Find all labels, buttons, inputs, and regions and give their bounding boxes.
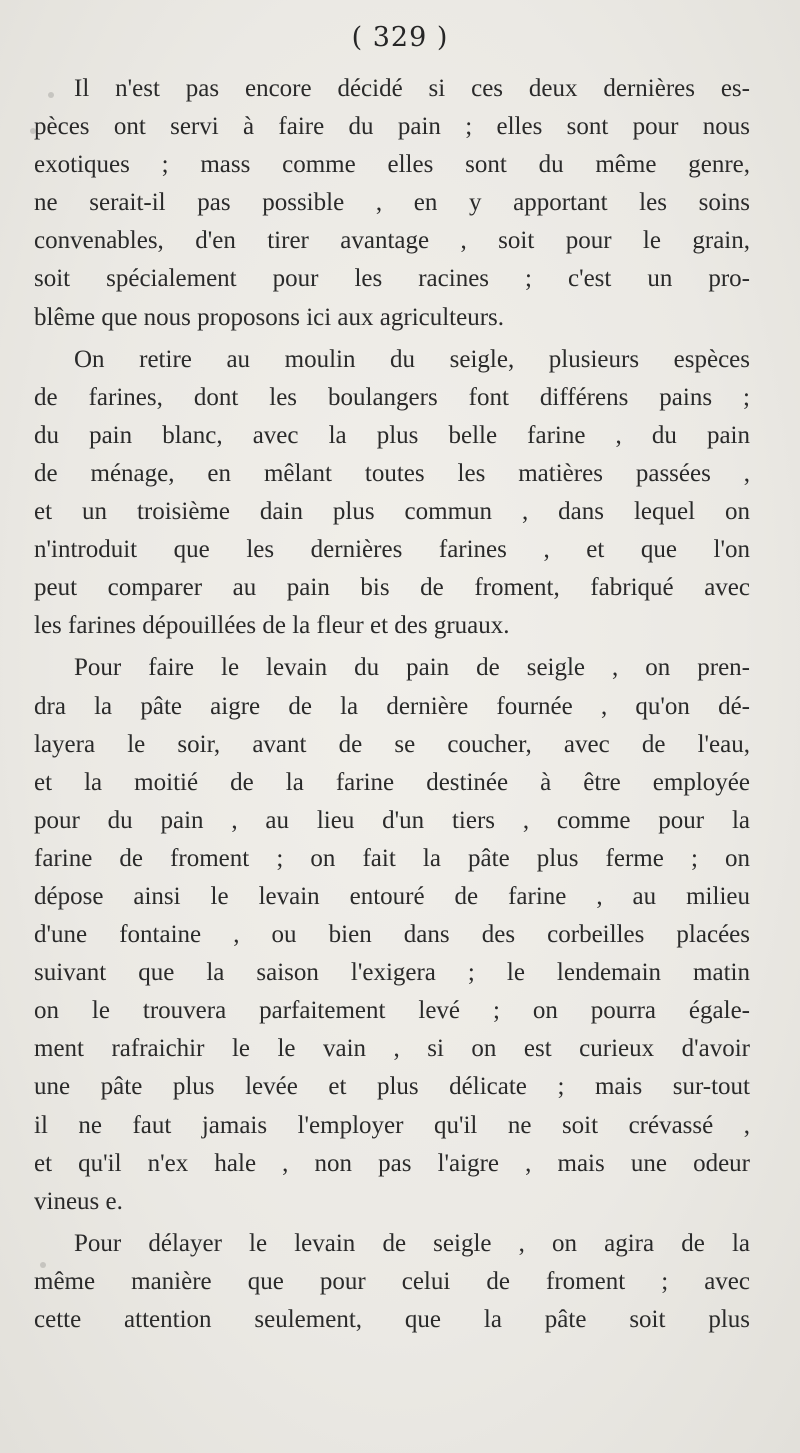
text-line: Pour faire le levain du pain de seigle , on pren- [74, 654, 750, 682]
text-line: et un troisième dain plus commun , dans lequel on [34, 498, 750, 526]
text-line: de ménage, en mêlant toutes les matières passées , [34, 459, 750, 487]
paragraph-4 [34, 1225, 750, 1339]
ink-speck [40, 1262, 46, 1268]
text-line: une pâte plus levée et plus délicate ; mais sur-tout [34, 1073, 750, 1101]
text-line: farine de froment ; on fait la pâte plus ferme ; on [34, 844, 750, 872]
text-line: layera le soir, avant de se coucher, avec de l'eau, [34, 730, 750, 758]
text-line: blême que nous proposons ici aux agriculteurs. [34, 303, 505, 331]
text-line: Pour délayer le levain de seigle , on agira de la [74, 1229, 750, 1257]
text-line: soit spécialement pour les racines ; c'est un pro- [34, 265, 750, 293]
text-line: Il n'est pas encore décidé si ces deux dernières es- [74, 75, 750, 102]
text-line: il ne faut jamais l'employer qu'il ne soit crévassé , [34, 1111, 750, 1139]
ink-speck [30, 128, 36, 134]
text-line: suivant que la saison l'exigera ; le lendemain matin [34, 959, 750, 987]
page-number: ( 329 ) [351, 22, 449, 53]
text-line: dépose ainsi le levain entouré de farine , au milieu [34, 882, 750, 910]
text-line: vineus e. [34, 1187, 123, 1215]
body-text [34, 70, 750, 1343]
text-line: du pain blanc, avec la plus belle farine , du pain [34, 421, 750, 449]
text-line: ment rafraichir le le vain , si on est curieux d'avoir [34, 1035, 750, 1063]
text-line: convenables, d'en tirer avantage , soit pour le grain, [34, 227, 750, 255]
text-line: on le trouvera parfaitement levé ; on pourra égale- [34, 997, 750, 1025]
text-line: même manière que pour celui de froment ; avec [34, 1267, 750, 1295]
text-line: dra la pâte aigre de la dernière fournée , qu'on dé- [34, 692, 750, 720]
text-line: peut comparer au pain bis de froment, fabriqué avec [34, 574, 750, 602]
text-line: d'une fontaine , ou bien dans des corbeilles placées [34, 921, 750, 949]
text-line: n'introduit que les dernières farines , et que l'on [34, 536, 750, 564]
paragraph-2 [34, 341, 750, 646]
paragraph-3 [34, 649, 750, 1220]
text-line: de farines, dont les boulangers font différens pains ; [34, 383, 750, 411]
text-line: On retire au moulin du seigle, plusieurs espèces [74, 345, 750, 373]
text-line: pour du pain , au lieu d'un tiers , comme pour la [34, 806, 750, 834]
text-line: et qu'il n'ex hale , non pas l'aigre , mais une odeur [34, 1149, 750, 1177]
text-line: et la moitié de la farine destinée à être employée [34, 768, 750, 796]
text-line: pèces ont servi à faire du pain ; elles sont pour nous [34, 113, 750, 141]
text-line: ne serait-il pas possible , en y apportant les soins [34, 189, 750, 217]
text-line: exotiques ; mass comme elles sont du même genre, [34, 151, 750, 179]
ink-speck [48, 92, 54, 98]
paragraph-1 [34, 70, 750, 337]
text-line: cette attention seulement, que la pâte soit plus [34, 1306, 750, 1333]
text-line: les farines dépouillées de la fleur et des gruaux. [34, 612, 510, 640]
